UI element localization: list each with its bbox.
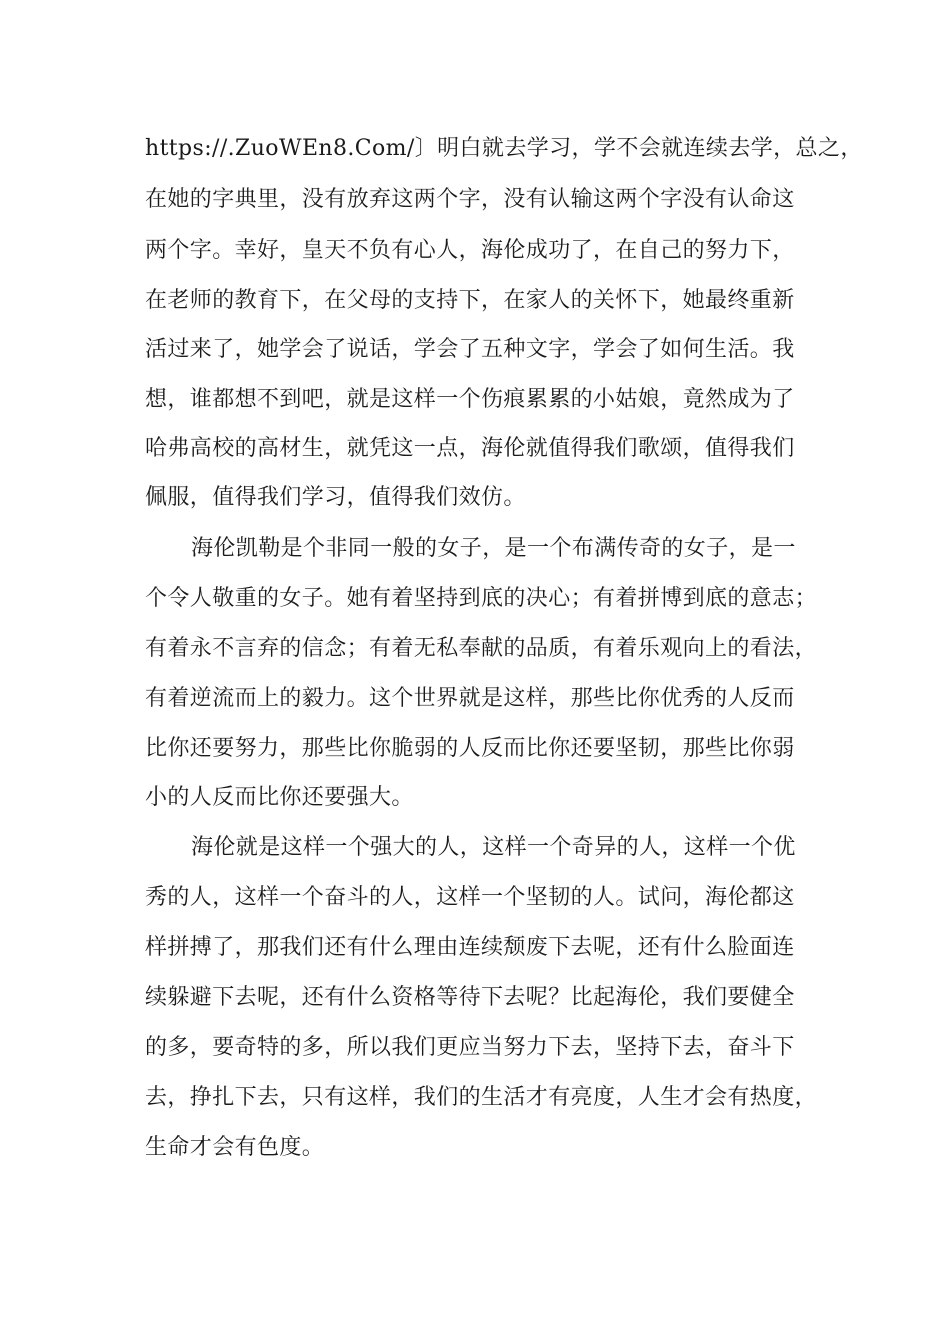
text-line-7: 哈弗高校的高材生，就凭这一点，海伦就值得我们歌颂，值得我们 [145,436,795,461]
text-line-4: 在老师的教育下，在父母的支持下，在家人的关怀下，她最终重新 [145,288,795,313]
text-line-8: 佩服，值得我们学习，值得我们效仿。 [145,485,526,510]
text-line-20: 去，挣扎下去，只有这样，我们的生活才有亮度，人生才会有热度， [145,1085,818,1110]
text-line-3: 两个字。幸好，皇天不负有心人，海伦成功了，在自己的努力下， [145,238,795,263]
text-line-1: https://.ZuoWEn8.Com/〕明白就去学习，学不会就连续去学，总之， [145,136,863,161]
text-line-2: 在她的字典里，没有放弃这两个字，没有认输这两个字没有认命这 [145,187,795,212]
text-line-19: 的多，要奇特的多，所以我们更应当努力下去，坚持下去，奋斗下 [145,1035,795,1060]
text-line-13: 比你还要努力，那些比你脆弱的人反而比你还要坚韧，那些比你弱 [145,736,795,761]
text-line-18: 续躲避下去呢，还有什么资格等待下去呢？比起海伦，我们要健全 [145,985,795,1010]
text-line-12: 有着逆流而上的毅力。这个世界就是这样，那些比你优秀的人反而 [145,686,795,711]
text-line-6: 想，谁都想不到吧，就是这样一个伤痕累累的小姑娘，竟然成为了 [145,387,795,412]
text-line-16: 秀的人，这样一个奋斗的人，这样一个坚韧的人。试问，海伦都这 [145,885,795,910]
text-line-11: 有着永不言弃的信念；有着无私奉献的品质，有着乐观向上的看法， [145,636,818,661]
text-line-5: 活过来了，她学会了说话，学会了五种文字，学会了如何生活。我 [145,337,795,362]
text-line-17: 样拼搏了，那我们还有什么理由连续颓废下去呢，还有什么脸面连 [145,935,795,960]
text-line-21: 生命才会有色度。 [145,1135,325,1160]
text-line-15: 海伦就是这样一个强大的人，这样一个奇异的人，这样一个优 [191,835,796,860]
text-line-14: 小的人反而比你还要强大。 [145,785,414,810]
text-line-10: 个令人敬重的女子。她有着坚持到底的决心；有着拼博到底的意志； [145,586,818,611]
text-line-9: 海伦凯勒是个非同一般的女子，是一个布满传奇的女子，是一 [191,536,796,561]
